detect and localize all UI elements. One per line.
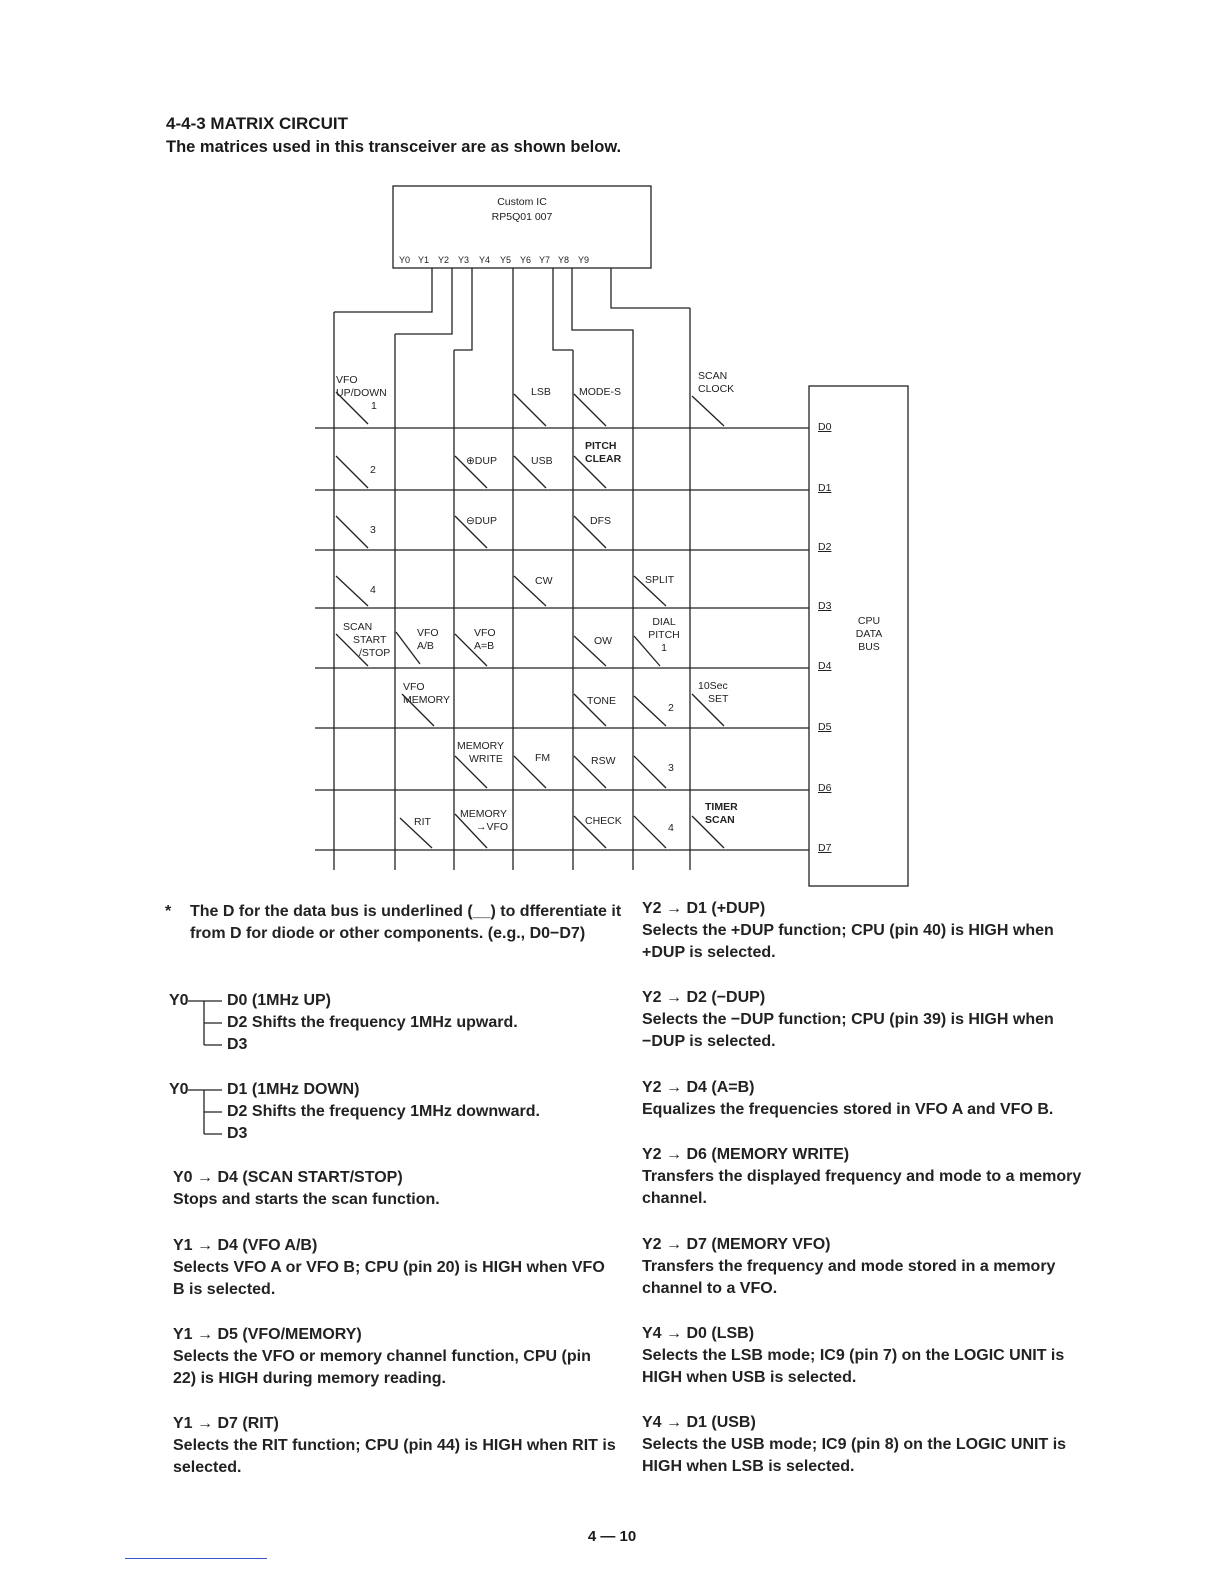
ic-part-number: RP5Q01 007 (491, 211, 553, 223)
cell-vfo-memory: VFO MEMORY (403, 681, 451, 706)
d-label-3: D3 (818, 600, 832, 612)
cell-check: CHECK (585, 815, 622, 827)
y-pin-0: Y0 (399, 255, 411, 265)
cell-rsw: RSW (591, 755, 616, 767)
right-item-6: Y4 → D0 (LSB) Selects the LSB mode; IC9 (pin 7) on the LOGIC UNIT is HIGH when USB is selected. (642, 1325, 1065, 1386)
cell-dial-2: 2 (668, 702, 674, 714)
y-pin-6: Y6 (520, 255, 532, 265)
cell-fm: FM (535, 752, 551, 764)
up-bracket (188, 990, 228, 1060)
cell-ow: OW (594, 635, 613, 647)
up-line-2: D2 Shifts the frequency 1MHz upward. (227, 1014, 518, 1031)
up-source: Y0 (169, 992, 189, 1009)
cell-usb: USB (531, 455, 553, 467)
cell-tone: TONE (587, 695, 616, 707)
right-item-2: Y2 → D2 (−DUP) Selects the −DUP function; CPU (pin 39) is HIGH when −DUP is selected. (642, 989, 1054, 1050)
y-pin-8: Y8 (558, 255, 570, 265)
right-item-1: Y2 → D1 (+DUP) Selects the +DUP function; CPU (pin 40) is HIGH when +DUP is selected. (642, 900, 1054, 961)
d-label-7: D7 (818, 842, 832, 854)
y-pin-3: Y3 (458, 255, 470, 265)
d-label-2: D2 (818, 541, 832, 553)
cell-split: SPLIT (645, 574, 675, 586)
y-pin-9: Y9 (578, 255, 590, 265)
up-line-3: D3 (227, 1036, 248, 1053)
d-label-0: D0 (818, 421, 832, 433)
left-item-4: Y1 → D7 (RIT) Selects the RIT function; CPU (pin 44) is HIGH when RIT is selected. (173, 1415, 616, 1476)
y-pin-4: Y4 (479, 255, 491, 265)
y-pin-1: Y1 (418, 255, 430, 265)
right-item-3: Y2 → D4 (A=B) Equalizes the frequencies stored in VFO A and VFO B. (642, 1079, 1054, 1118)
cell-dial-3: 3 (668, 762, 674, 774)
cell-num-3: 3 (370, 524, 376, 536)
cell-vfo-aeqb: VFO A=B (474, 627, 496, 652)
note-star: * (165, 903, 172, 920)
cell-mode-s: MODE-S (579, 386, 621, 398)
down-source: Y0 (169, 1081, 189, 1098)
down-line-1: D1 (1MHz DOWN) (227, 1081, 360, 1098)
cell-10sec-set: 10Sec SET (698, 680, 729, 705)
down-bracket (188, 1079, 228, 1149)
right-item-5: Y2 → D7 (MEMORY VFO) Transfers the frequency and mode stored in a memory channel to a VFO. (642, 1236, 1056, 1297)
left-item-3: Y1 → D5 (VFO/MEMORY) Selects the VFO or memory channel function, CPU (pin 22) is HIGH during memory reading. (173, 1326, 591, 1387)
cell-memory-vfo: MEMORY →VFO (460, 808, 509, 833)
y-pin-2: Y2 (438, 255, 450, 265)
right-item-7: Y4 → D1 (USB) Selects the USB mode; IC9 (pin 8) on the LOGIC UNIT is HIGH when LSB is selected. (642, 1414, 1067, 1475)
cell-pitch-clear: PITCH CLEAR (585, 440, 622, 465)
cell-timer-scan: TIMER SCAN (705, 801, 738, 826)
cell-num-2: 2 (370, 464, 376, 476)
cell-memory-write: MEMORY WRITE (457, 740, 505, 765)
cell-minus-dup: ⊖DUP (466, 515, 497, 527)
cell-scan-clock: SCAN CLOCK (698, 370, 735, 395)
cell-vfo-updown: VFO UP/DOWN 1 (336, 374, 387, 412)
d-label-6: D6 (818, 782, 832, 794)
cell-plus-dup: ⊕DUP (466, 455, 497, 467)
cell-rit: RIT (414, 816, 431, 828)
cell-scan-start-stop: SCAN START /STOP (343, 621, 391, 659)
cell-lsb: LSB (531, 386, 551, 398)
left-item-2: Y1 → D4 (VFO A/B) Selects VFO A or VFO B; CPU (pin 20) is HIGH when VFO B is selected. (173, 1237, 605, 1298)
d-label-4: D4 (818, 660, 832, 672)
footer-rule (125, 1558, 267, 1559)
cell-vfo-ab: VFO A/B (417, 627, 439, 652)
left-item-1: Y0 → D4 (SCAN START/STOP) Stops and starts the scan function. (173, 1169, 440, 1208)
page-number: 4 — 10 (587, 1528, 637, 1545)
y-pin-7: Y7 (539, 255, 551, 265)
cell-num-4: 4 (370, 584, 376, 596)
ic-title: Custom IC (497, 196, 547, 208)
down-line-2: D2 Shifts the frequency 1MHz downward. (227, 1103, 540, 1120)
cell-dfs: DFS (590, 515, 611, 527)
cell-dial-pitch: DIAL PITCH 1 (648, 616, 680, 654)
underline-note: The D for the data bus is underlined (__) to dfferentiate it from D for diode or other components. (e.g., D0−D7) (190, 903, 622, 942)
d-label-1: D1 (818, 482, 832, 494)
d-label-5: D5 (818, 721, 832, 733)
y-pin-5: Y5 (500, 255, 512, 265)
section-heading: 4-4-3 MATRIX CIRCUIT (166, 114, 348, 133)
intro-text: The matrices used in this transceiver are as shown below. (166, 138, 622, 156)
up-line-1: D0 (1MHz UP) (227, 992, 332, 1009)
cpu-bus-label: CPU DATA BUS (855, 615, 883, 653)
cell-dial-4: 4 (668, 822, 674, 834)
right-item-4: Y2 → D6 (MEMORY WRITE) Transfers the displayed frequency and mode to a memory channel. (642, 1146, 1082, 1207)
cell-cw: CW (535, 575, 553, 587)
down-line-3: D3 (227, 1125, 248, 1142)
